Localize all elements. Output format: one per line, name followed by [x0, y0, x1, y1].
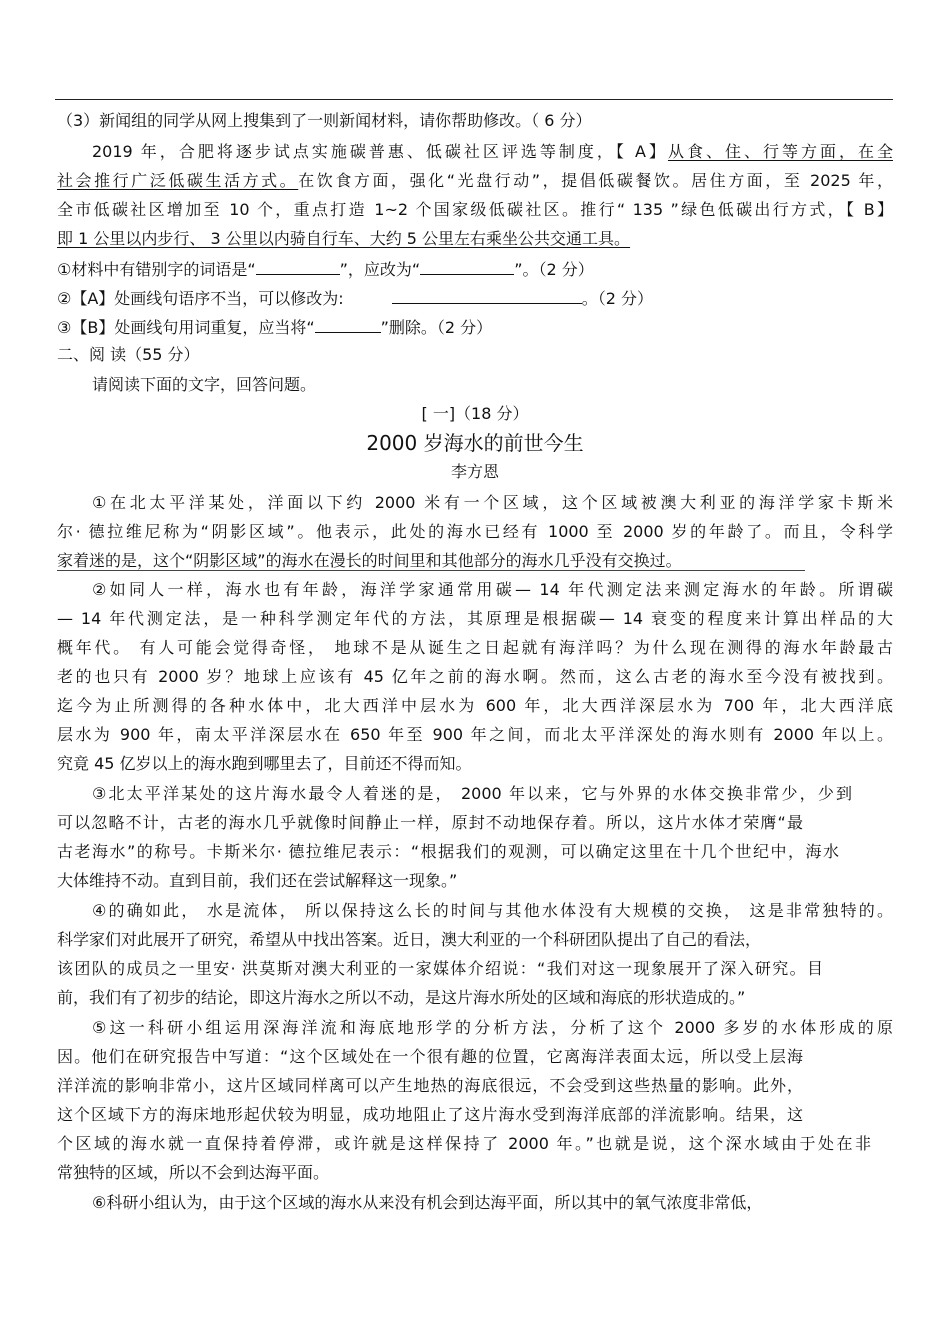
- sub-question-1: [57, 256, 893, 282]
- underline-b: 即 1 公里以内步行、 3 公里以内骑自行车、大约 5 公里左右乘坐公共交通工具。: [57, 229, 631, 248]
- underline-a-end: 社会推行广泛低碳生活方式。: [57, 171, 299, 190]
- sub-question-3-text: ③【B】处画线句用词重复，应当将“: [57, 318, 315, 337]
- sub-question-2-end: 。（2 分）: [581, 289, 653, 308]
- answer-blank-wrong-word[interactable]: [256, 256, 340, 275]
- paragraph-5-line-3: 洋洋流的影响非常小，这片区域同样离可以产生地热的海底很远，不会受到这些热量的影响。此外，: [57, 1076, 803, 1095]
- top-rule: [55, 99, 893, 100]
- paragraph-3-line-1: ③北太平洋某处的这片海水最令人着迷的是， 2000 年以来，它与外界的水体交换非常少，少到: [92, 784, 852, 803]
- sub-question-3: [57, 314, 893, 340]
- paragraph-4-line-3: 该团队的成员之一里安· 洪莫斯对澳大利亚的一家媒体介绍说：“我们对这一现象展开了深入研究。目: [57, 959, 823, 978]
- article-author: 李方恩: [450, 462, 499, 481]
- paragraph-4-line-1: ④的确如此， 水是流体， 所以保持这么长的时间与其他水体没有大规模的交换， 这是非常独特的。: [92, 901, 893, 920]
- paragraph-3-line-4: 大体维持不动。直到目前，我们还在尝试解释这一现象。”: [57, 871, 458, 890]
- news-line-3: 全市低碳社区增加至 10 个，重点打造 1~2 个国家级低碳社区。推行“ 135 ”绿色低碳出行方式，【 B】: [57, 200, 893, 219]
- answer-blank-reorder[interactable]: [392, 285, 582, 304]
- paragraph-2-line-6: 层水为 900 年，南太平洋深层水在 650 年至 900 年之间，而北太平洋深处的海水则有 2000 年以上。: [57, 725, 893, 744]
- paragraph-5-line-1: ⑤这一科研小组运用深海洋流和海底地形学的分析方法，分析了这个 2000 多岁的水体形成的原: [92, 1018, 893, 1037]
- article-title: 2000 岁海水的前世今生: [366, 431, 584, 455]
- news-line-1: [92, 139, 893, 165]
- section-instruction: 请阅读下面的文字，回答问题。: [92, 375, 317, 394]
- sub-question-1-text: ①材料中有错别字的词语是“: [57, 260, 256, 279]
- sub-question-1-end: ”。（2 分）: [514, 260, 594, 279]
- paragraph-2-line-2: — 14 年代测定法，是一种科学测定年代的方法，其原理是根据碳— 14 衰变的程度来计算出样品的大: [57, 609, 893, 628]
- paragraph-5-line-6: 常独特的区域，所以不会到达海平面。: [57, 1163, 330, 1182]
- paragraph-4-line-4: 前，我们有了初步的结论，即这片海水之所以不动，是这片海水所处的区域和海底的形状造成的。”: [57, 988, 746, 1007]
- paragraph-1-line-1: ①在北太平洋某处，洋面以下约 2000 米有一个区域，这个区域被澳大利亚的海洋学家卡斯米: [92, 493, 893, 512]
- underline-a-start: 从食、住、行等方面，在全: [667, 142, 893, 161]
- answer-blank-delete[interactable]: [315, 314, 381, 333]
- sub-question-1-mid: ”，应改为“: [339, 260, 421, 279]
- sub-question-2-text: ②【A】处画线句语序不当，可以修改为:: [57, 289, 344, 308]
- paragraph-2-line-1: ②如同人一样，海水也有年龄，海洋学家通常用碳— 14 年代测定法来测定海水的年龄。所谓碳: [92, 580, 893, 599]
- question-3: （3）新闻组的同学从网上搜集到了一则新闻材料，请你帮助修改。（ 6 分）: [57, 111, 592, 130]
- paragraph-2-line-7: 究竟 45 亿岁以上的海水跑到哪里去了，目前还不得而知。: [57, 754, 472, 773]
- paragraph-1-line-2: 尔· 德拉维尼称为“阴影区域”。他表示，此处的海水已经有 1000 至 2000 岁的年龄了。而且，令科学: [57, 522, 893, 541]
- answer-blank-correction[interactable]: [420, 256, 514, 275]
- paragraph-3-line-3: 古老海水”的称号。卡斯米尔· 德拉维尼表示：“根据我们的观测，可以确定这里在十几个世纪中，海水: [57, 842, 839, 861]
- news-line-4: [57, 226, 893, 252]
- paragraph-6-line-1: ⑥科研小组认为，由于这个区域的海水从来没有机会到达海平面，所以其中的氧气浓度非常低，: [92, 1193, 763, 1212]
- paragraph-2-line-5: 迄今为止所测得的各种水体中，北大西洋中层水为 600 年，北大西洋深层水为 700 年，北大西洋底: [57, 696, 893, 715]
- paragraph-1-line-3: 家着迷的是，这个“阴影区域”的海水在漫长的时间里和其他部分的海水几乎没有交换过。: [57, 551, 682, 570]
- paragraph-5-line-4: 这个区域下方的海床地形起伏较为明显，成功地阻止了这片海水受到海洋底部的洋流影响。结果，这: [57, 1105, 803, 1124]
- paragraph-3-line-2: 可以忽略不计，古老的海水几乎就像时间静止一样，原封不动地保存着。所以，这片水体才荣膺“最: [57, 813, 803, 832]
- underline-paragraph-1: [57, 570, 805, 571]
- sub-question-3-end: ”删除。（2 分）: [380, 318, 493, 337]
- news-line-2-text: 在饮食方面，强化“光盘行动”，提倡低碳餐饮。居住方面，至 2025 年，: [298, 171, 893, 190]
- paragraph-2-line-4: 老的也只有 2000 岁？地球上应该有 45 亿年之前的海水啊。然而，这么古老的海水至今没有被找到。: [57, 667, 893, 686]
- paragraph-5-line-2: 因。他们在研究报告中写道：“这个区域处在一个很有趣的位置，它离海洋表面太远，所以受上层海: [57, 1047, 803, 1066]
- news-line-2: [57, 168, 893, 194]
- paragraph-5-line-5: 个区域的海水就一直保持着停滞，或许就是这样保持了 2000 年。”也就是说，这个深水域由于处在非: [57, 1134, 871, 1153]
- paragraph-2-line-3: 概年代。 有人可能会觉得奇怪， 地球不是从诞生之日起就有海洋吗？为什么现在测得的海水年龄最古: [57, 638, 893, 657]
- news-line-1-text: 2019 年，合肥将逐步试点实施碳普惠、低碳社区评选等制度，【 A】: [92, 142, 668, 161]
- part-label: [ 一]（18 分）: [421, 404, 529, 423]
- section-heading: 二、阅 读（55 分）: [57, 345, 200, 364]
- paragraph-4-line-2: 科学家们对此展开了研究，希望从中找出答案。近日，澳大利亚的一个科研团队提出了自己的看法，: [57, 930, 762, 949]
- sub-question-2: [57, 285, 893, 311]
